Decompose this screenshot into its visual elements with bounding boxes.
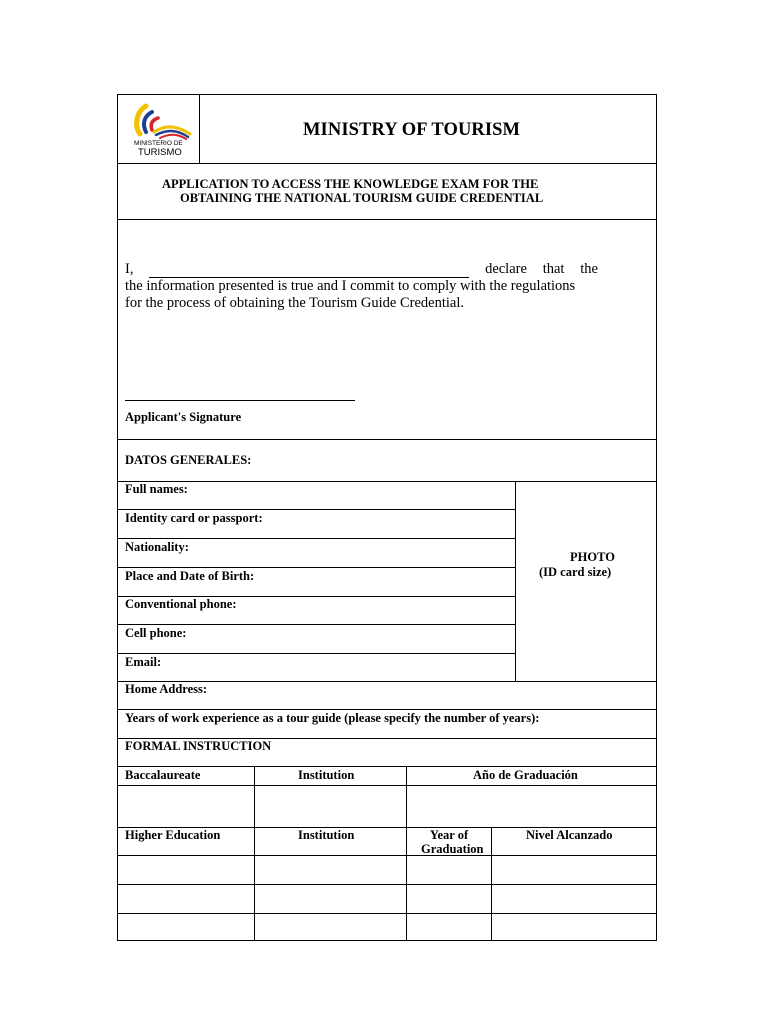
field-identity-card[interactable]: Identity card or passport: [125,511,263,525]
logo-text-1: MINISTERIO DE [134,140,183,147]
col-baccalaureate: Baccalaureate [125,768,201,782]
field-cell-phone[interactable]: Cell phone: [125,626,187,640]
photo-size-label: (ID card size) [539,565,612,579]
signature-label: Applicant's Signature [125,410,242,424]
col-institution: Institution [298,828,355,842]
divider [118,509,515,510]
declaration-line-2: the information presented is true and I commit to comply with the regulations [125,278,576,294]
declaration-line-3: for the process of obtaining the Tourism Guide Credential. [125,295,464,311]
table-row[interactable] [118,914,656,940]
col-graduation-year: Año de Graduación [473,768,578,782]
general-heading: DATOS GENERALES: [125,453,252,467]
baccalaureate-cell[interactable] [118,786,254,827]
divider [118,567,515,568]
field-nationality[interactable]: Nationality: [125,540,189,554]
name-blank-line[interactable] [149,267,469,278]
field-birth[interactable]: Place and Date of Birth: [125,569,255,583]
col-year-of-graduation: Year of Graduation [421,828,484,856]
photo-box[interactable] [516,481,656,681]
logo-swirl-icon [130,100,194,140]
photo-label: PHOTO [570,550,615,564]
declaration-word: the [580,261,598,277]
bacc-institution-cell[interactable] [255,786,406,827]
divider [118,538,515,539]
divider [118,439,656,440]
col-higher-education: Higher Education [125,828,221,842]
instruction-heading: FORMAL INSTRUCTION [125,739,272,753]
divider [118,624,515,625]
field-email[interactable]: Email: [125,655,162,669]
divider [118,709,656,710]
field-conventional-phone[interactable]: Conventional phone: [125,597,237,611]
divider [118,163,656,164]
divider [118,219,656,220]
field-full-names[interactable]: Full names: [125,482,188,496]
bacc-year-cell[interactable] [407,786,656,827]
ministry-logo [130,100,194,158]
logo-divider [199,95,200,163]
application-form [117,94,657,941]
page-title: MINISTRY OF TOURISM [303,120,521,140]
divider [118,766,656,767]
field-home-address[interactable]: Home Address: [125,682,208,696]
col-institution: Institution [298,768,355,782]
declaration-word: declare [485,261,527,277]
col-nivel-alcanzado: Nivel Alcanzado [526,828,613,842]
logo-text-2: TURISMO [138,147,182,158]
declaration-word: that [542,261,565,277]
field-experience[interactable]: Years of work experience as a tour guide (please specify the number of years): [125,711,540,725]
table-row[interactable] [118,856,656,884]
signature-line[interactable] [125,400,355,401]
declaration-word: I, [125,261,134,277]
application-title-line-1: APPLICATION TO ACCESS THE KNOWLEDGE EXAM FOR THE [162,177,539,191]
divider [118,653,515,654]
table-row[interactable] [118,885,656,913]
declaration-text [125,261,598,312]
application-title-line-2: OBTAINING THE NATIONAL TOURISM GUIDE CREDENTIAL [180,191,544,205]
